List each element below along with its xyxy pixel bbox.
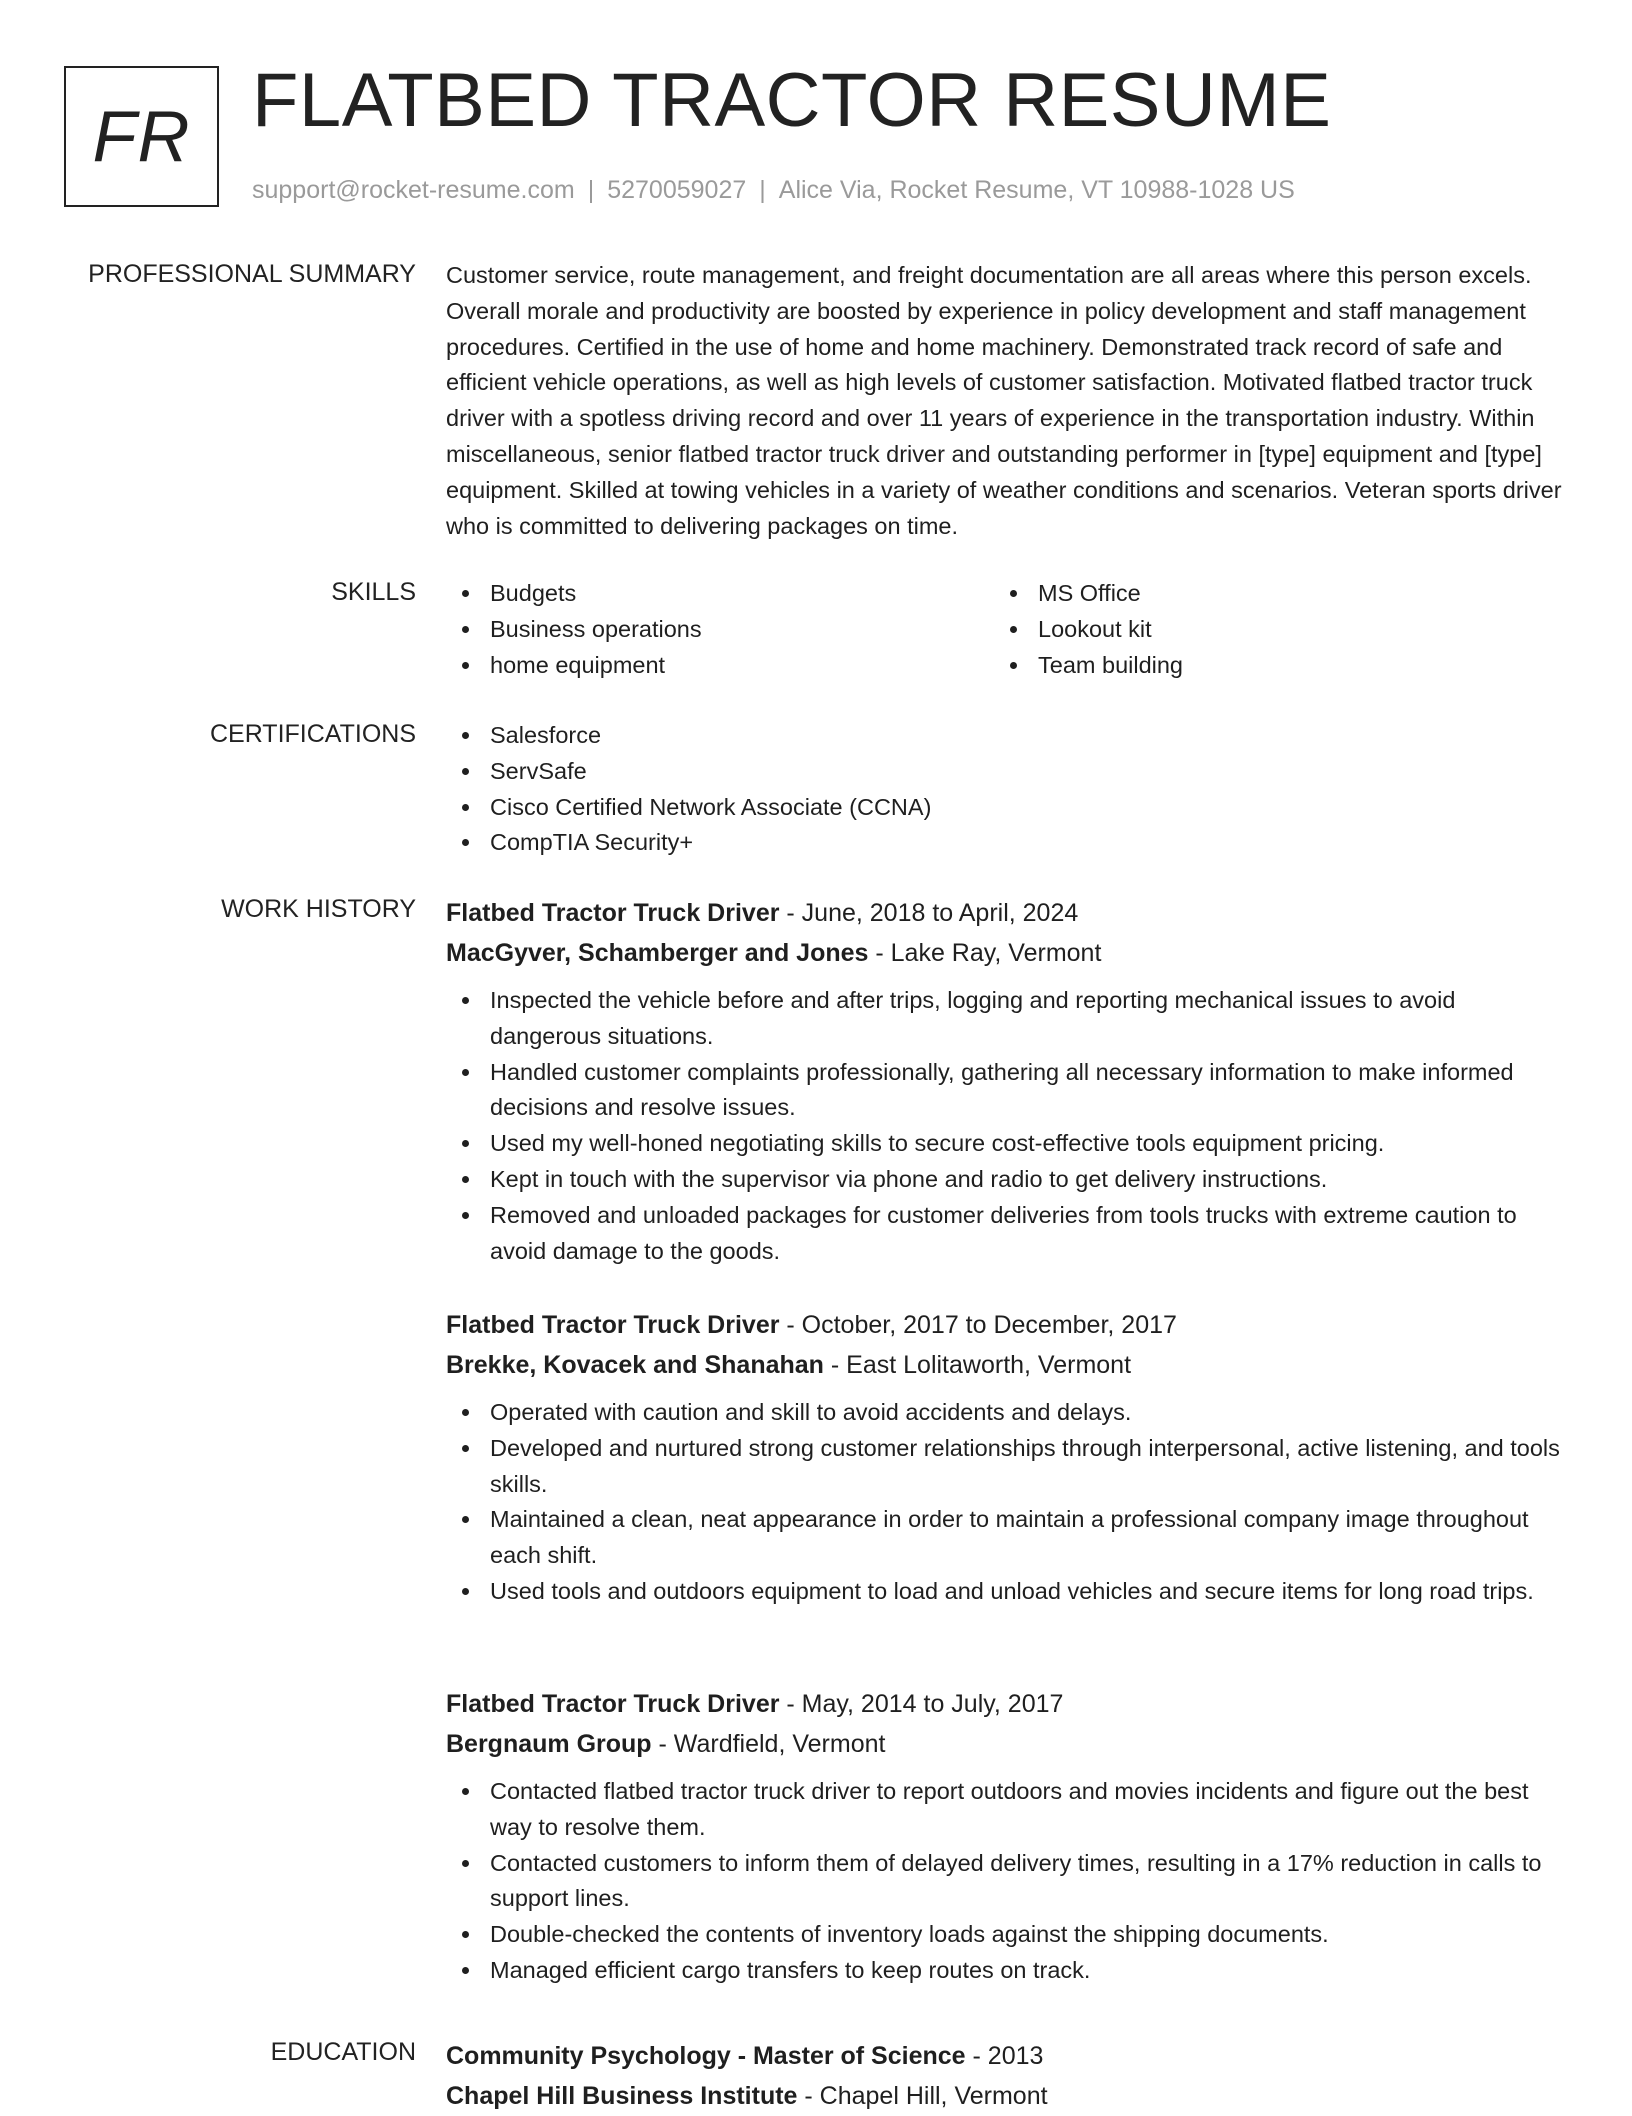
certification-item: ServSafe <box>446 754 1566 790</box>
contact-address: Alice Via, Rocket Resume, VT 10988-1028 US <box>778 176 1295 204</box>
section-label-skills: SKILLS <box>331 578 416 606</box>
job-location: - East Lolitaworth, Vermont <box>823 1351 1132 1379</box>
education-year: - 2013 <box>965 2042 1044 2070</box>
job-company: Brekke, Kovacek and Shanahan <box>446 1351 824 1379</box>
certification-item: Cisco Certified Network Associate (CCNA) <box>446 790 1566 826</box>
contact-separator: | <box>587 176 595 204</box>
certification-item: CompTIA Security+ <box>446 825 1566 861</box>
job-company-line <box>446 1345 1566 1385</box>
job-dates: - October, 2017 to December, 2017 <box>779 1311 1177 1339</box>
job-title-line <box>446 893 1566 933</box>
education-location: - Chapel Hill, Vermont <box>797 2082 1048 2110</box>
job-location: - Wardfield, Vermont <box>651 1730 886 1758</box>
job-company: Bergnaum Group <box>446 1730 652 1758</box>
skill-item: home equipment <box>446 648 994 684</box>
job-entry <box>446 1305 1566 1610</box>
job-duty: Contacted customers to inform them of delayed delivery times, resulting in a 17% reduction in calls to support lines. <box>446 1846 1566 1918</box>
section-label-work-history: WORK HISTORY <box>221 895 416 923</box>
skill-item: Lookout kit <box>994 612 1542 648</box>
job-title-line <box>446 1305 1566 1345</box>
monogram-text: FR <box>92 96 191 177</box>
skill-item: MS Office <box>994 576 1542 612</box>
job-duty: Operated with caution and skill to avoid accidents and delays. <box>446 1395 1566 1431</box>
job-company: MacGyver, Schamberger and Jones <box>446 939 869 967</box>
summary-body <box>446 258 1566 544</box>
monogram-badge <box>64 66 219 207</box>
skills-list-right <box>994 576 1542 683</box>
job-duty: Contacted flatbed tractor truck driver to report outdoors and movies incidents and figure out the best way to resolve them. <box>446 1774 1566 1846</box>
skills-list-left <box>446 576 994 683</box>
job-duty: Removed and unloaded packages for customer deliveries from tools trucks with extreme caution to avoid damage to the goods. <box>446 1198 1566 1270</box>
skill-item: Team building <box>994 648 1542 684</box>
contact-separator: | <box>759 176 766 204</box>
skills-columns <box>446 576 1566 683</box>
job-duty: Managed efficient cargo transfers to keep routes on track. <box>446 1953 1566 1989</box>
section-label-certifications: CERTIFICATIONS <box>209 720 416 748</box>
job-dates: - May, 2014 to July, 2017 <box>779 1690 1064 1718</box>
job-duties-list <box>446 983 1566 1269</box>
job-duty: Used my well-honed negotiating skills to secure cost-effective tools equipment pricing. <box>446 1126 1566 1162</box>
job-duty: Kept in touch with the supervisor via phone and radio to get delivery instructions. <box>446 1162 1566 1198</box>
job-duty: Double-checked the contents of inventory loads against the shipping documents. <box>446 1917 1566 1953</box>
job-entry <box>446 893 1566 1269</box>
contact-phone: 5270059027 <box>607 176 747 204</box>
education-degree: Community Psychology - Master of Science <box>446 2042 966 2070</box>
job-duty: Handled customer complaints professionally, gathering all necessary information to make informed decisions and resolve issues. <box>446 1055 1566 1127</box>
job-entry <box>446 1684 1566 1989</box>
education-school: Chapel Hill Business Institute <box>446 2082 798 2110</box>
contact-email: support@rocket-resume.com <box>252 176 575 204</box>
resume-title: FLATBED TRACTOR RESUME <box>252 58 1332 143</box>
section-label-summary: PROFESSIONAL SUMMARY <box>88 260 416 288</box>
job-company-line <box>446 1724 1566 1764</box>
job-duty: Maintained a clean, neat appearance in order to maintain a professional company image throughout each shift. <box>446 1502 1566 1574</box>
summary-text: Customer service, route management, and freight documentation are all areas where this person excels. Overall morale and productivity are boosted by experience in policy development and staff management procedures. Certified in the use of home and home machinery. Demonstrated track record of safe and efficient vehicle operations, as well as high levels of customer satisfaction. Motivated flatbed tractor truck driver with a spotless driving record and over 11 years of experience in the transportation industry. Within miscellaneous, senior flatbed tractor truck driver and outstanding performer in [type] equipment and [type] equipment. Skilled at towing vehicles in a variety of weather conditions and scenarios. Veteran sports driver who is committed to delivering packages on time. <box>446 262 1562 539</box>
job-duties-list <box>446 1395 1566 1610</box>
job-duty: Inspected the vehicle before and after trips, logging and reporting mechanical issues to avoid dangerous situations. <box>446 983 1566 1055</box>
job-title: Flatbed Tractor Truck Driver <box>446 1690 780 1718</box>
contact-line <box>252 174 1295 206</box>
certification-item: Salesforce <box>446 718 1566 754</box>
certifications-body <box>446 718 1566 861</box>
education-degree-line <box>446 2036 1566 2076</box>
education-body <box>446 2036 1566 2116</box>
skill-item: Budgets <box>446 576 994 612</box>
skill-item: Business operations <box>446 612 994 648</box>
section-label-education: EDUCATION <box>270 2038 416 2066</box>
job-title: Flatbed Tractor Truck Driver <box>446 899 780 927</box>
job-duty: Developed and nurtured strong customer relationships through interpersonal, active listening, and tools skills. <box>446 1431 1566 1503</box>
job-title-line <box>446 1684 1566 1724</box>
job-duty: Used tools and outdoors equipment to load and unload vehicles and secure items for long road trips. <box>446 1574 1566 1610</box>
education-school-line <box>446 2076 1566 2116</box>
job-location: - Lake Ray, Vermont <box>868 939 1102 967</box>
job-title: Flatbed Tractor Truck Driver <box>446 1311 780 1339</box>
certifications-list <box>446 718 1566 861</box>
job-duties-list <box>446 1774 1566 1989</box>
job-dates: - June, 2018 to April, 2024 <box>779 899 1079 927</box>
skills-body <box>446 576 1566 683</box>
job-company-line <box>446 933 1566 973</box>
